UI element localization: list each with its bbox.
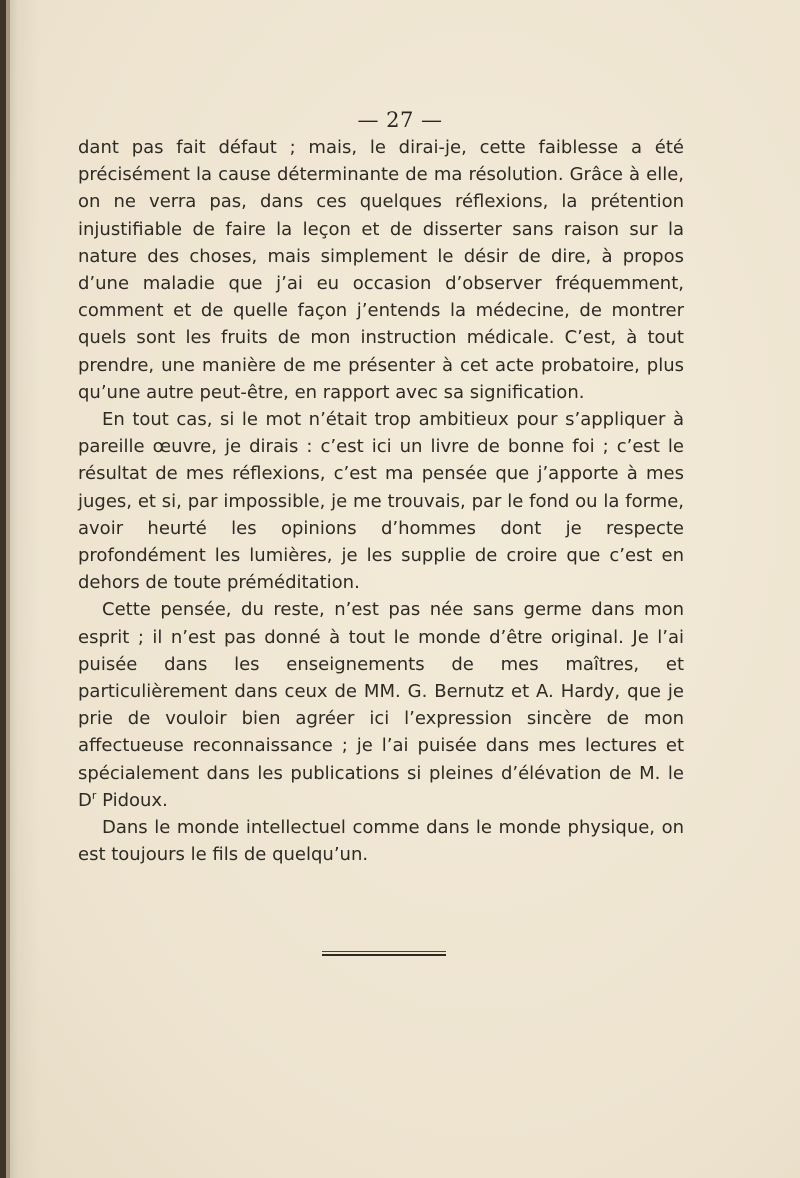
paragraph-3 xyxy=(78,596,684,814)
end-rule xyxy=(322,950,446,958)
page-number: — 27 — xyxy=(357,108,443,132)
paragraph-3-end: Pidoux. xyxy=(96,789,168,811)
body-text xyxy=(78,134,684,868)
paragraph-4: Dans le monde intellectuel comme dans le monde physique, on est toujours le fils de quelqu’un. xyxy=(78,817,684,866)
end-rule-thin-line xyxy=(322,951,446,952)
doctor-abbrev-superscript: r xyxy=(91,788,97,802)
paragraph-3-text: Cette pensée, du reste, n’est pas née sans germe dans mon esprit ; il n’est pas donné à tout le monde d’être original. Je l’ai puisée dans les enseignements de mes maîtres, et particulièrement dans ceux de MM. G. Bernutz et A. Hardy, que je prie de vouloir bien agréer ici l’expression sincère de mon affectueuse reconnaissance ; je l’ai puisée dans mes lectures et spécialement dans les publications si pleines d’élévation de M. le D xyxy=(78,599,684,811)
paragraph-1: dant pas fait défaut ; mais, le dirai-je, cette faiblesse a été précisément la cause déterminante de ma résolution. Grâce à elle, on ne verra pas, dans ces quelques réflexions, la prétention injustifiable de faire la leçon et de disserter sans raison sur la nature des choses, mais simplement le désir de dire, à propos d’une maladie que j’ai eu occasion d’observer fréquemment, comment et de quelle façon j’entends la médecine, de montrer quels sont les fruits de mon instruction médicale. C’est, à tout prendre, une manière de me présenter à cet acte probatoire, plus qu’une autre peut-être, en rapport avec sa signification. xyxy=(78,137,684,403)
paragraph-2: En tout cas, si le mot n’était trop ambitieux pour s’appliquer à pareille œuvre, je dirais : c’est ici un livre de bonne foi ; c’est le résultat de mes réflexions, c’est ma pensée que j’apporte à mes juges, et si, par impossible, je me trouvais, par le fond ou la forme, avoir heurté les opinions d’hommes dont je respecte profondément les lumières, je les supplie de croire que c’est en dehors de toute préméditation. xyxy=(78,409,684,594)
end-rule-thick-line xyxy=(322,954,446,956)
page-edge xyxy=(6,0,10,1178)
